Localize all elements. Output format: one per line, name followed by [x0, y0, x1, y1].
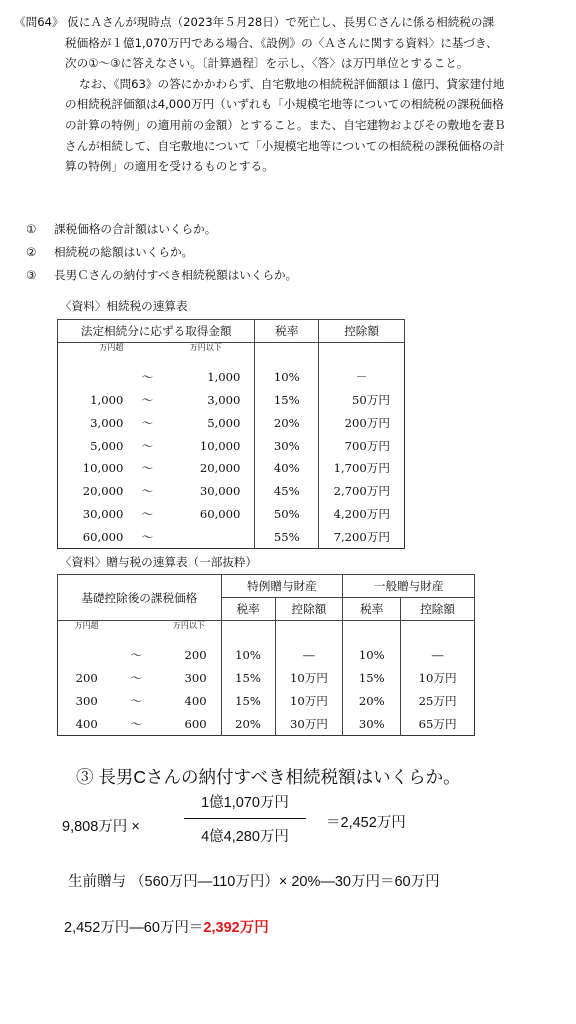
- question-line: さんが相続して、自宅敷地について「小規模宅地等についての相続税の課税価格の計: [65, 138, 505, 153]
- question-line: なお、《問63》の答にかかわらず、自宅敷地の相続税評価額は１億円、貸家建付地: [79, 76, 505, 91]
- sub-question: ③ 長男Ｃさんの納付すべき相続税額はいくらか。: [26, 268, 298, 282]
- calc3: [64, 916, 269, 937]
- cell-rate: 20%: [255, 411, 319, 434]
- cell-g-ded: 65万円: [401, 712, 475, 735]
- cell-sep: ～: [130, 716, 143, 731]
- cell-g-rate: 10%: [343, 644, 401, 667]
- cell-sep: ～: [141, 438, 154, 453]
- header-rate: 税率: [255, 320, 319, 343]
- cell-from: 1,000: [90, 392, 124, 407]
- cell-sep: ～: [141, 461, 154, 476]
- cell-from: [58, 644, 116, 667]
- question-line: 税価格が１億1,070万円である場合、《設例》の〈Ａさんに関する資料〉に基づき、: [65, 35, 498, 50]
- table-row: [58, 667, 475, 690]
- cell-rate: 40%: [255, 457, 319, 480]
- cell-sep: ～: [141, 392, 154, 407]
- calc1-result: ＝2,452万円: [326, 815, 406, 831]
- cell-rate: 15%: [255, 389, 319, 412]
- cell-sep: ～: [141, 415, 154, 430]
- table-row: [58, 689, 475, 712]
- table-row: [58, 389, 405, 412]
- header-rate: 税率: [343, 598, 401, 621]
- header-deduction: 控除額: [401, 598, 475, 621]
- cell-from: 5,000: [90, 438, 124, 453]
- header-rate: 税率: [221, 598, 275, 621]
- table-row: [58, 434, 405, 457]
- cell-to: 10,000: [199, 438, 241, 453]
- sub-question-list: [26, 218, 297, 287]
- unit-over: 万円超: [74, 621, 99, 630]
- cell-from: 200: [75, 670, 98, 685]
- table-row: [58, 712, 475, 735]
- table2-caption: 〈資料〉贈与税の速算表（一部抜粋）: [60, 555, 258, 569]
- cell-sep: ～: [141, 529, 154, 544]
- cell-s-ded: ―: [275, 644, 343, 667]
- cell-sep: ～: [141, 506, 154, 521]
- cell-rate: 45%: [255, 480, 319, 503]
- cell-to: 20,000: [199, 461, 241, 476]
- calc2-gift: 生前贈与 （560万円―110万円）× 20%―30万円＝60万円: [68, 874, 440, 890]
- calc3-prefix: 2,452万円―60万円＝: [64, 920, 204, 936]
- cell-to: 400: [184, 693, 207, 708]
- sub-question: ② 相続税の総額はいくらか。: [26, 245, 194, 259]
- calc1-left: 9,808万円 ×: [62, 819, 140, 835]
- cell-s-rate: 10%: [221, 644, 275, 667]
- cell-sep: ～: [141, 370, 154, 385]
- cell-s-rate: 20%: [221, 712, 275, 735]
- question-line: 算の特例」の適用を受けるものとする。: [65, 159, 274, 174]
- table-row: [58, 525, 405, 548]
- header-special-gift: 特例贈与財産: [221, 575, 343, 598]
- inheritance-tax-table: [57, 319, 405, 549]
- header-deduction: 控除額: [275, 598, 343, 621]
- cell-s-ded: 10万円: [275, 689, 343, 712]
- cell-rate: 10%: [255, 366, 319, 389]
- cell-from: 30,000: [82, 506, 124, 521]
- sub-question: ① 課税価格の合計額はいくらか。: [26, 222, 217, 236]
- cell-to: 3,000: [207, 392, 241, 407]
- cell-ded: 7,200万円: [319, 525, 405, 548]
- fraction-bar: [184, 818, 306, 819]
- cell-from: 300: [75, 693, 98, 708]
- cell-from: 400: [75, 716, 98, 731]
- final-answer: 2,392万円: [203, 920, 269, 936]
- unit-over: 万円超: [99, 343, 124, 352]
- table-row: [58, 457, 405, 480]
- cell-sep: ～: [141, 484, 154, 499]
- question-block: [14, 12, 564, 177]
- fraction-numerator: 1億1,070万円: [201, 795, 289, 811]
- cell-g-ded: ―: [401, 644, 475, 667]
- cell-g-rate: 15%: [343, 667, 401, 690]
- cell-s-ded: 10万円: [275, 667, 343, 690]
- cell-to: 60,000: [199, 506, 241, 521]
- cell-to: [167, 525, 255, 548]
- cell-ded: －: [319, 366, 405, 389]
- cell-to: 600: [184, 716, 207, 731]
- cell-g-ded: 25万円: [401, 689, 475, 712]
- question-line: の相続税評価額は4,000万円（いずれも「小規模宅地等についての相続税の課税価格: [65, 97, 504, 112]
- cell-ded: 700万円: [319, 434, 405, 457]
- unit-under: 万円以下: [172, 621, 205, 630]
- cell-to: 30,000: [199, 484, 241, 499]
- cell-s-ded: 30万円: [275, 712, 343, 735]
- header-taxable: 基礎控除後の課税価格: [58, 575, 222, 621]
- cell-ded: 1,700万円: [319, 457, 405, 480]
- cell-g-ded: 10万円: [401, 667, 475, 690]
- table-row: [58, 480, 405, 503]
- cell-from: 3,000: [90, 415, 124, 430]
- table-row: [58, 503, 405, 526]
- cell-sep: ～: [130, 670, 143, 685]
- cell-s-rate: 15%: [221, 667, 275, 690]
- cell-to: 200: [184, 648, 207, 663]
- cell-sep: ～: [130, 648, 143, 663]
- cell-g-rate: 30%: [343, 712, 401, 735]
- table-row: [58, 366, 405, 389]
- cell-to: 5,000: [207, 415, 241, 430]
- question-line: 《問64》 仮にＡさんが現時点（2023年５月28日）で死亡し、長男Ｃさんに係る相続税の課: [14, 15, 495, 29]
- header-general-gift: 一般贈与財産: [343, 575, 475, 598]
- cell-rate: 55%: [255, 525, 319, 548]
- gift-tax-table: [57, 574, 475, 736]
- header-amount: 法定相続分に応ずる取得金額: [58, 320, 255, 343]
- cell-ded: 50万円: [319, 389, 405, 412]
- question-line: の計算の特例」の適用前の金額）とすること。また、自宅建物およびその敷地を妻Ｂ: [65, 117, 506, 132]
- cell-ded: 2,700万円: [319, 480, 405, 503]
- cell-s-rate: 15%: [221, 689, 275, 712]
- cell-from: 60,000: [82, 529, 124, 544]
- table-row: [58, 644, 475, 667]
- question-line: 次の①～③に答えなさい。〔計算過程〕を示し、〈答〉は万円単位とすること。: [65, 56, 469, 71]
- cell-rate: 30%: [255, 434, 319, 457]
- cell-to: 300: [184, 670, 207, 685]
- cell-rate: 50%: [255, 503, 319, 526]
- unit-under: 万円以下: [189, 343, 222, 352]
- fraction-denominator: 4億4,280万円: [201, 829, 289, 845]
- answer-heading: ③ 長男Cさんの納付すべき相続税額はいくらか。: [76, 767, 461, 787]
- cell-from: 20,000: [82, 484, 124, 499]
- cell-sep: ～: [130, 693, 143, 708]
- cell-g-rate: 20%: [343, 689, 401, 712]
- cell-from: 10,000: [82, 461, 124, 476]
- table1-caption: 〈資料〉相続税の速算表: [60, 299, 188, 313]
- cell-ded: 4,200万円: [319, 503, 405, 526]
- cell-ded: 200万円: [319, 411, 405, 434]
- header-deduction: 控除額: [319, 320, 405, 343]
- cell-from: [58, 366, 128, 389]
- table-row: [58, 411, 405, 434]
- cell-to: 1,000: [207, 370, 241, 385]
